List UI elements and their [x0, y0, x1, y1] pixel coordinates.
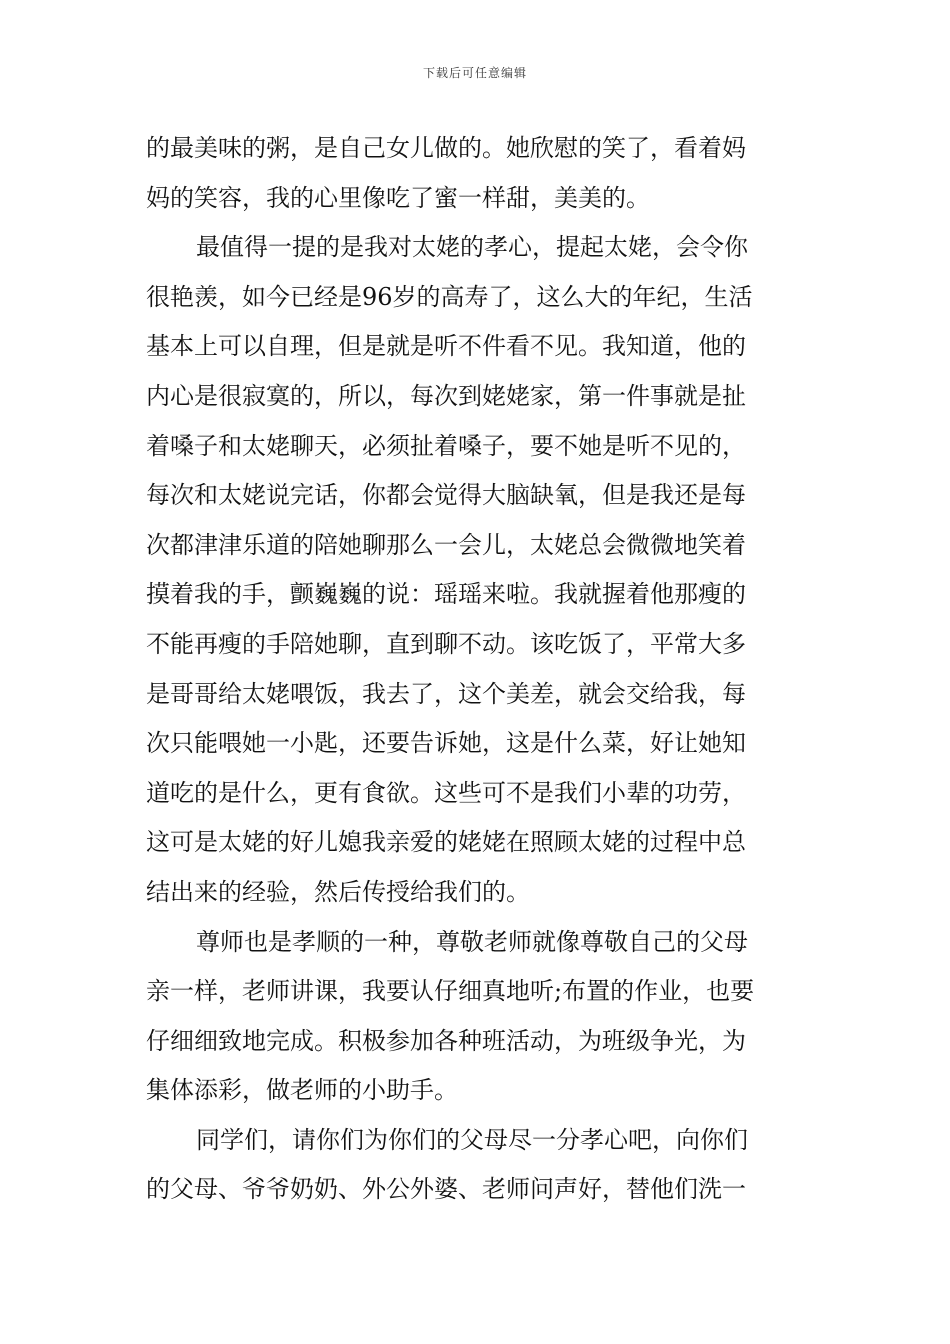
text-line: 着嗓子和太姥聊天，必须扯着嗓子，要不她是听不见的， — [146, 431, 746, 460]
text-line: 最值得一提的是我对太姥的孝心，提起太姥，会令你 — [196, 233, 748, 262]
paragraph — [146, 1116, 808, 1215]
text-line: 内心是很寂寞的，所以，每次到姥姥家，第一件事就是扯 — [146, 381, 746, 410]
page-header: 下载后可任意编辑 — [422, 66, 527, 80]
text-line: 是哥哥给太姥喂饭，我去了，这个美差，就会交给我，每 — [146, 679, 746, 708]
text-line: 结出来的经验，然后传授给我们的。 — [146, 877, 530, 906]
text-line: 集体添彩，做老师的小助手。 — [146, 1076, 458, 1105]
text-line: 不能再瘦的手陪她聊，直到聊不动。该吃饭了，平常大多 — [146, 629, 746, 658]
text-line: 基本上可以自理，但是就是听不件看不见。我知道，他的 — [146, 332, 746, 361]
text-line: 仔细细致地完成。积极参加各种班活动，为班级争光，为 — [146, 1026, 746, 1055]
paragraph — [146, 124, 808, 223]
text-line: 次都津津乐道的陪她聊那么一会儿，太姥总会微微地笑着 — [146, 530, 746, 559]
text-line: 道吃的是什么，更有食欲。这些可不是我们小辈的功劳， — [146, 778, 746, 807]
text-line: 很艳羡，如今已经是96岁的高寿了，这么大的年纪，生活 — [146, 282, 753, 311]
text-line: 妈的笑容，我的心里像吃了蜜一样甜，美美的。 — [146, 183, 650, 212]
text-line: 每次和太姥说完话，你都会觉得大脑缺氧，但是我还是每 — [146, 481, 746, 510]
text-line: 同学们，请你们为你们的父母尽一分孝心吧，向你们 — [196, 1125, 748, 1154]
text-line: 的最美味的粥，是自己女儿做的。她欣慰的笑了，看着妈 — [146, 134, 746, 162]
document-body — [146, 124, 808, 1215]
text-line: 亲一样，老师讲课，我要认仔细真地听;布置的作业，也要 — [146, 977, 755, 1006]
text-line: 这可是太姥的好儿媳我亲爱的姥姥在照顾太姥的过程中总 — [146, 828, 746, 857]
text-line: 次只能喂她一小匙，还要告诉她，这是什么菜，好让她知 — [146, 729, 746, 758]
text-line: 尊师也是孝顺的一种，尊敬老师就像尊敬自己的父母 — [196, 927, 748, 956]
paragraph — [146, 223, 808, 917]
text-line: 的父母、爷爷奶奶、外公外婆、老师问声好，替他们洗一 — [146, 1175, 746, 1204]
paragraph — [146, 918, 808, 1116]
text-line: 摸着我的手，颤巍巍的说：瑶瑶来啦。我就握着他那瘦的 — [146, 580, 746, 609]
